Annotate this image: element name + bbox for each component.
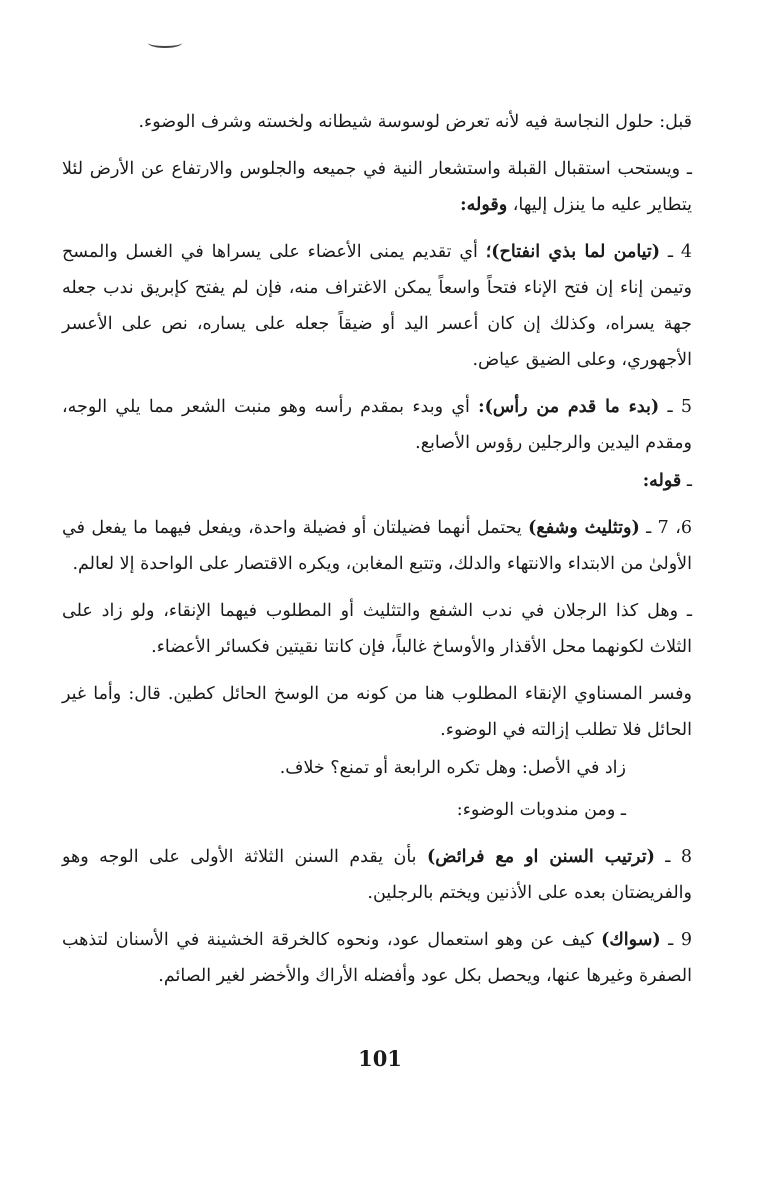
paragraph-10-text: ـ ومن مندوبات الوضوء: <box>456 800 626 820</box>
paragraph-12-heading: (سواك) <box>601 930 661 950</box>
paragraph-5-lead: ـ <box>681 471 692 491</box>
paragraph-4-heading: (بدء ما قدم من رأس): <box>478 397 660 417</box>
paragraph-2-bold-tail: وقوله: <box>460 195 508 215</box>
paragraph-9 <box>62 750 626 786</box>
paragraph-5-heading: قوله: <box>642 471 682 491</box>
paragraph-11-heading: (ترتيب السنن او مع فرائض) <box>427 847 655 867</box>
paragraph-6-number: 6، 7 ـ <box>639 518 693 538</box>
paragraph-8 <box>62 676 692 748</box>
paragraph-9-text: زاد في الأصل: وهل تكره الرابعة أو تمنع؟ خلاف. <box>279 758 626 778</box>
paragraph-3-text: أي تقديم يمنى الأعضاء على يسراها في الغسل والمسح وتيمن إناء إن فتح الإناء فتحاً واسعاً يمكن الاغتراف منه، فإن لم يفتح كإبريق ندب جعله جهة يسراه، وكذلك إن كان أعسر اليد أو ضيقاً جعله على يساره، نص على الأعسر الأجهوري، وعلى الضيق عياض. <box>62 242 692 370</box>
paragraph-11-number: 8 ـ <box>654 847 692 867</box>
paragraph-7-text: ـ وهل كذا الرجلان في ندب الشفع والتثليث أو المطلوب فيهما الإنقاء، ولو زاد على الثلاث لكونهما محل الأقذار والأوساخ غالباً، فإن كانتا نقيتين فكسائر الأعضاء. <box>62 601 692 657</box>
paragraph-6 <box>62 510 692 582</box>
paragraph-6-heading: (وتثليث وشفع) <box>528 518 640 538</box>
paragraph-4-text: أي وبدء بمقدم رأسه وهو منبت الشعر مما يلي الوجه، ومقدم اليدين والرجلين رؤوس الأصابع. <box>62 397 692 453</box>
paragraph-1-text: قبل: حلول النجاسة فيه لأنه تعرض لوسوسة شيطانه ولخسته وشرف الوضوء. <box>138 112 692 132</box>
decorative-top-mark <box>148 38 182 48</box>
page-number: 101 <box>358 1046 402 1071</box>
paragraph-5 <box>62 463 692 499</box>
paragraph-3-number: 4 ـ <box>660 242 692 262</box>
paragraph-12-number: 9 ـ <box>660 930 692 950</box>
paragraph-4-number: 5 ـ <box>659 397 692 417</box>
paragraph-6-text: يحتمل أنهما فضيلتان أو فضيلة واحدة، ويفعل فيهما ما يفعل في الأولىٰ من الابتداء والانتهاء والدلك، وتتبع المغابن، ويكره الاقتصار على الواحدة إلا لعالم. <box>62 518 692 574</box>
paragraph-2-text: ـ ويستحب استقبال القبلة واستشعار النية في جميعه والجلوس والارتفاع عن الأرض لئلا يتطاير عليه ما ينزل إليها، <box>62 159 692 215</box>
paragraph-2 <box>62 151 692 223</box>
paragraph-10 <box>62 792 626 828</box>
paragraph-7 <box>62 593 692 665</box>
paragraph-11 <box>62 839 692 911</box>
paragraph-12 <box>62 922 692 994</box>
paragraph-1 <box>62 104 692 140</box>
paragraph-4 <box>62 389 692 461</box>
paragraph-12-text: كيف عن وهو استعمال عود، ونحوه كالخرقة الخشينة في الأسنان لتذهب الصفرة وغيرها عنها، ويحصل بكل عود وأفضله الأراك والأخضر لغير الصائم. <box>62 930 692 986</box>
paragraph-3 <box>62 234 692 378</box>
paragraph-11-text: بأن يقدم السنن الثلاثة الأولى على الوجه وهو والفريضتان بعده على الأذنين ويختم بالرجلين. <box>62 847 692 903</box>
body-text <box>62 104 692 1005</box>
paragraph-8-text: وفسر المسناوي الإنقاء المطلوب هنا من كونه من الوسخ الحائل كطين. قال: وأما غير الحائل فلا تطلب إزالته في الوضوء. <box>62 684 692 740</box>
paragraph-3-heading: (تيامن لما بذي انفتاح)؛ <box>485 242 661 262</box>
